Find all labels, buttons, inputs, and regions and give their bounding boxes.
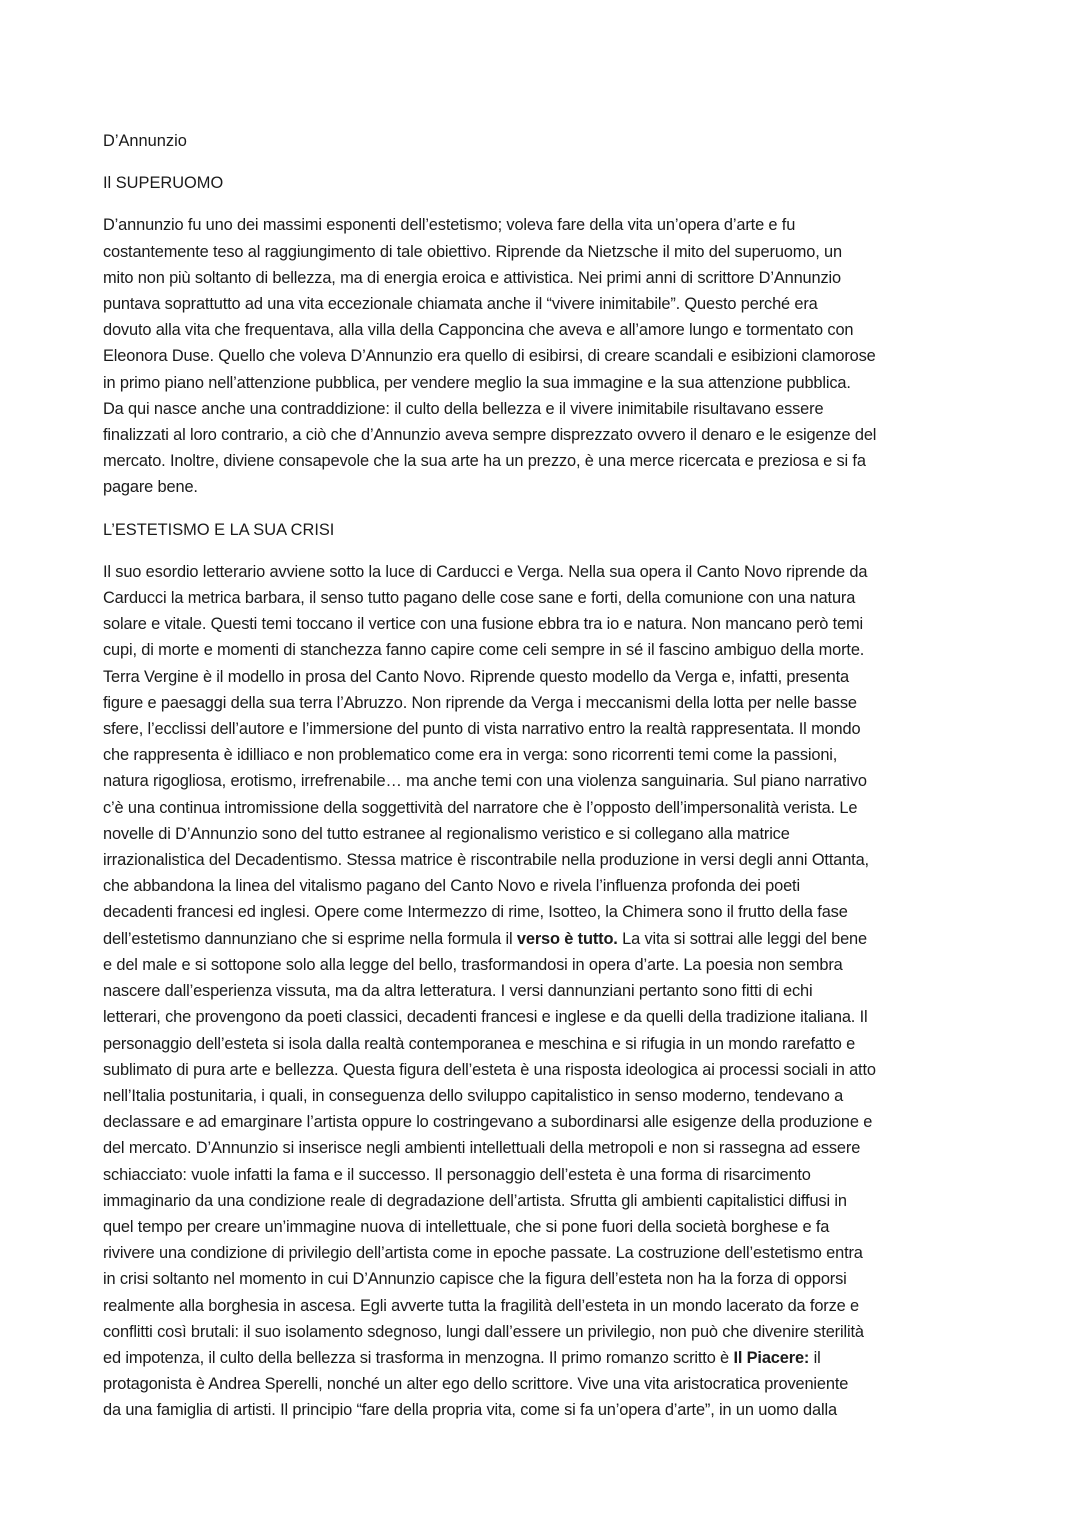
text-line: rivivere una condizione di privilegio dell’artista come in epoche passate. La costruzione dell’estetismo entra [103, 1244, 863, 1263]
text-line: irrazionalistica del Decadentismo. Stessa matrice è riscontrabile nella produzione in versi degli anni Ottanta, [103, 851, 869, 870]
text-line: D’annunzio fu uno dei massimi esponenti dell’estetismo; voleva fare della vita un’opera d’arte e fu [103, 216, 796, 235]
text-line: c’è una continua intromissione della soggettività del narratore che è l’opposto dell’impersonalità verista. Le [103, 798, 858, 817]
text-line: nascere dall’esperienza vissuta, ma da altra letteratura. I versi dannunziani pertanto sono fitti di echi [103, 982, 813, 1001]
text-run: dell’estetismo dannunziano che si esprime nella formula il [103, 929, 517, 948]
text-line: protagonista è Andrea Sperelli, nonché un alter ego dello scrittore. Vive una vita aristocratica proveniente [103, 1375, 849, 1394]
text-line: Da qui nasce anche una contraddizione: il culto della bellezza e il vivere inimitabile risultavano essere [103, 399, 824, 418]
text-line: Terra Vergine è il modello in prosa del Canto Novo. Riprende questo modello da Verga e, infatti, presenta [103, 667, 849, 686]
section-heading-estetismo: L’ESTETISMO E LA SUA CRISI [103, 520, 335, 539]
text-line: che rappresenta è idilliaco e non problematico come era in verga: sono ricorrenti temi come la passioni, [103, 746, 838, 765]
text-line: costantemente teso al raggiungimento di tale obiettivo. Riprende da Nietzsche il mito del superuomo, un [103, 242, 842, 261]
text-run: La vita si sottrai alle leggi del bene [617, 929, 867, 948]
bold-text-run: Il Piacere: [733, 1348, 810, 1367]
text-line: personaggio dell’esteta si isola dalla realtà contemporanea e meschina e si rifugia in un mondo rarefatto e [103, 1034, 856, 1053]
paragraph-estetismo [103, 559, 983, 1424]
text-line: del mercato. D’Annunzio si inserisce negli ambienti intellettuali della metropoli e non si rassegna ad essere [103, 1139, 861, 1158]
text-line: che abbandona la linea del vitalismo pagano del Canto Novo e rivela l’influenza profonda dei poeti [103, 877, 800, 896]
text-line: nell’Italia postunitaria, i quali, in conseguenza dello sviluppo capitalistico in senso moderno, tendevano a [103, 1086, 844, 1105]
text-run: ed impotenza, il culto della bellezza si trasforma in menzogna. Il primo romanzo scritto è [103, 1348, 734, 1367]
text-line: e del male e si sottopone solo alla legge del bello, trasformandosi in opera d’arte. La poesia non sembra [103, 955, 843, 974]
text-line: Il suo esordio letterario avviene sotto la luce di Carducci e Verga. Nella sua opera il Canto Novo riprende da [103, 562, 868, 581]
text-line: decadenti francesi ed inglesi. Opere come Intermezzo di rime, Isotteo, la Chimera sono il frutto della fase [103, 903, 848, 922]
text-line: realmente alla borghesia in ascesa. Egli avverte tutta la fragilità dell’esteta in un mondo lacerato da forze e [103, 1296, 859, 1315]
bold-text-run: verso è tutto. [516, 929, 618, 948]
paragraph-superuomo [103, 212, 983, 500]
text-line: quel tempo per creare un’immagine nuova di intellettuale, che si pone fuori della società borghese e fa [103, 1217, 830, 1236]
text-line: cupi, di morte e momenti di stanchezza fanno capire come celi sempre in sé il fascino ambiguo della morte. [103, 641, 865, 660]
text-line: in crisi soltanto nel momento in cui D’Annunzio capisce che la figura dell’esteta non ha la forza di opporsi [103, 1270, 847, 1289]
text-line-il-piacere [103, 1345, 983, 1371]
text-line: da una famiglia di artisti. Il principio “fare della propria vita, come si fa un’opera d’arte”, in un uomo dalla [103, 1401, 837, 1420]
document-title: D’Annunzio [103, 132, 187, 150]
text-line: schiacciato: vuole infatti la fama e il successo. Il personaggio dell’esteta è una forma di risarcimento [103, 1165, 811, 1184]
text-line: mito non più soltanto di bellezza, ma di energia eroica e attivistica. Nei primi anni di scrittore D’Annunzio [103, 268, 841, 287]
text-line-verso-e-tutto [103, 926, 983, 952]
text-line: finalizzati al loro contrario, a ciò che d’Annunzio aveva sempre disprezzato ovvero il denaro e le esigenze del [103, 426, 877, 445]
text-line: figure e paesaggi della sua terra l’Abruzzo. Non riprende da Verga i meccanismi della lotta per nelle basse [103, 693, 857, 712]
text-line: pagare bene. [103, 478, 198, 497]
text-line: novelle di D’Annunzio sono del tutto estranee al regionalismo veristico e si collegano alla matrice [103, 824, 790, 843]
text-line: mercato. Inoltre, diviene consapevole che la sua arte ha un prezzo, è una merce ricercata e preziosa e si fa [103, 452, 866, 471]
text-line: declassare e ad emarginare l’artista oppure lo costringevano a subordinarsi alle esigenze della produzione e [103, 1113, 873, 1132]
text-line: natura rigogliosa, erotismo, irrefrenabile… ma anche temi con una violenza sanguinaria. Sul piano narrativo [103, 772, 867, 791]
text-line: puntava soprattutto ad una vita eccezionale chiamata anche il “vivere inimitabile”. Questo perché era [103, 295, 818, 314]
section-heading-superuomo: Il SUPERUOMO [103, 174, 224, 193]
text-line: dovuto alla vita che frequentava, alla villa della Capponcina che aveva e all’amore lungo e tormentato con [103, 321, 854, 340]
text-line: Eleonora Duse. Quello che voleva D’Annunzio era quello di esibirsi, di creare scandali e esibizioni clamorose [103, 347, 876, 366]
document-page [103, 128, 983, 1440]
text-line: in primo piano nell’attenzione pubblica, per vendere meglio la sua immagine e la sua attenzione pubblica. [103, 373, 851, 392]
text-line: sfere, l’ecclissi dell’autore e l’immersione del punto di vista narrativo entro la realtà rappresentata. Il mondo [103, 720, 861, 739]
text-line: sublimato di pura arte e bellezza. Questa figura dell’esteta è una risposta ideologica ai processi sociali in atto [103, 1060, 876, 1079]
text-line: Carducci la metrica barbara, il senso tutto pagano delle cose sane e forti, della comunione con una natura [103, 589, 856, 608]
text-line: conflitti così brutali: il suo isolamento sdegnoso, lungi dall’essere un privilegio, non può che divenire sterilità [103, 1322, 864, 1341]
text-run: il [809, 1348, 821, 1367]
text-line: letterari, che provengono da poeti classici, decadenti francesi e inglese e da quelli della tradizione italiana. Il [103, 1008, 868, 1027]
text-line: immaginario da una condizione reale di degradazione dell’artista. Sfrutta gli ambienti capitalistici diffusi in [103, 1191, 847, 1210]
text-line: solare e vitale. Questi temi toccano il vertice con una fusione ebbra tra io e natura. Non mancano però temi [103, 615, 864, 634]
